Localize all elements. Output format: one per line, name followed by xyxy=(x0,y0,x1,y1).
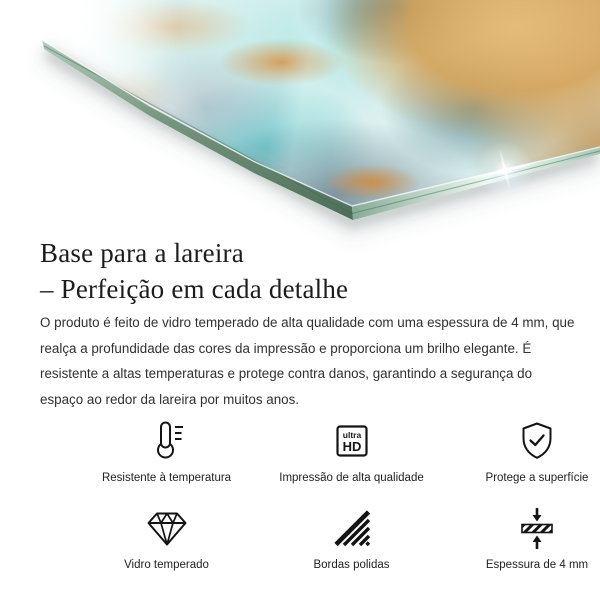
feature-label: Bordas polidas xyxy=(313,559,390,571)
feature-polished-edges xyxy=(259,505,444,571)
feature-tempered-glass xyxy=(74,505,259,571)
polished-edges-icon xyxy=(329,505,375,551)
content-section xyxy=(0,235,600,571)
shield-check-icon xyxy=(514,418,560,464)
page-title xyxy=(40,235,570,307)
feature-print-quality xyxy=(259,418,444,484)
thermometer-icon xyxy=(144,418,190,464)
feature-label: Protege a superfície xyxy=(485,472,589,484)
feature-label: Impressão de alta qualidade xyxy=(279,472,424,484)
feature-label: Espessura de 4 mm xyxy=(485,559,589,571)
feature-label: Vidro temperado xyxy=(124,559,209,571)
feature-surface-protection xyxy=(444,418,600,484)
feature-thickness xyxy=(444,505,600,571)
product-description: O produto é feito de vidro temperado de alta qualidade com uma espessura de 4 mm, que realça a profundidade das cores da impressão e proporciona um brilho elegante. É resistente a altas temperaturas e protege contra danos, garantindo a segurança do espaço ao redor da lareira por muitos anos. xyxy=(40,315,575,407)
thickness-icon xyxy=(514,505,560,551)
ultra-hd-icon xyxy=(329,418,375,464)
svg-text:ultra: ultra xyxy=(342,430,361,440)
feature-temperature xyxy=(74,418,259,484)
product-photo xyxy=(0,0,600,222)
feature-grid xyxy=(74,418,600,571)
page-title-line1: Base para a lareira xyxy=(40,238,244,268)
diamond-icon xyxy=(144,505,190,551)
svg-text:HD: HD xyxy=(342,439,361,454)
feature-label: Resistente à temperatura xyxy=(101,472,232,484)
page-title-line2: – Perfeição em cada detalhe xyxy=(40,274,349,304)
glass-edge xyxy=(0,0,600,240)
